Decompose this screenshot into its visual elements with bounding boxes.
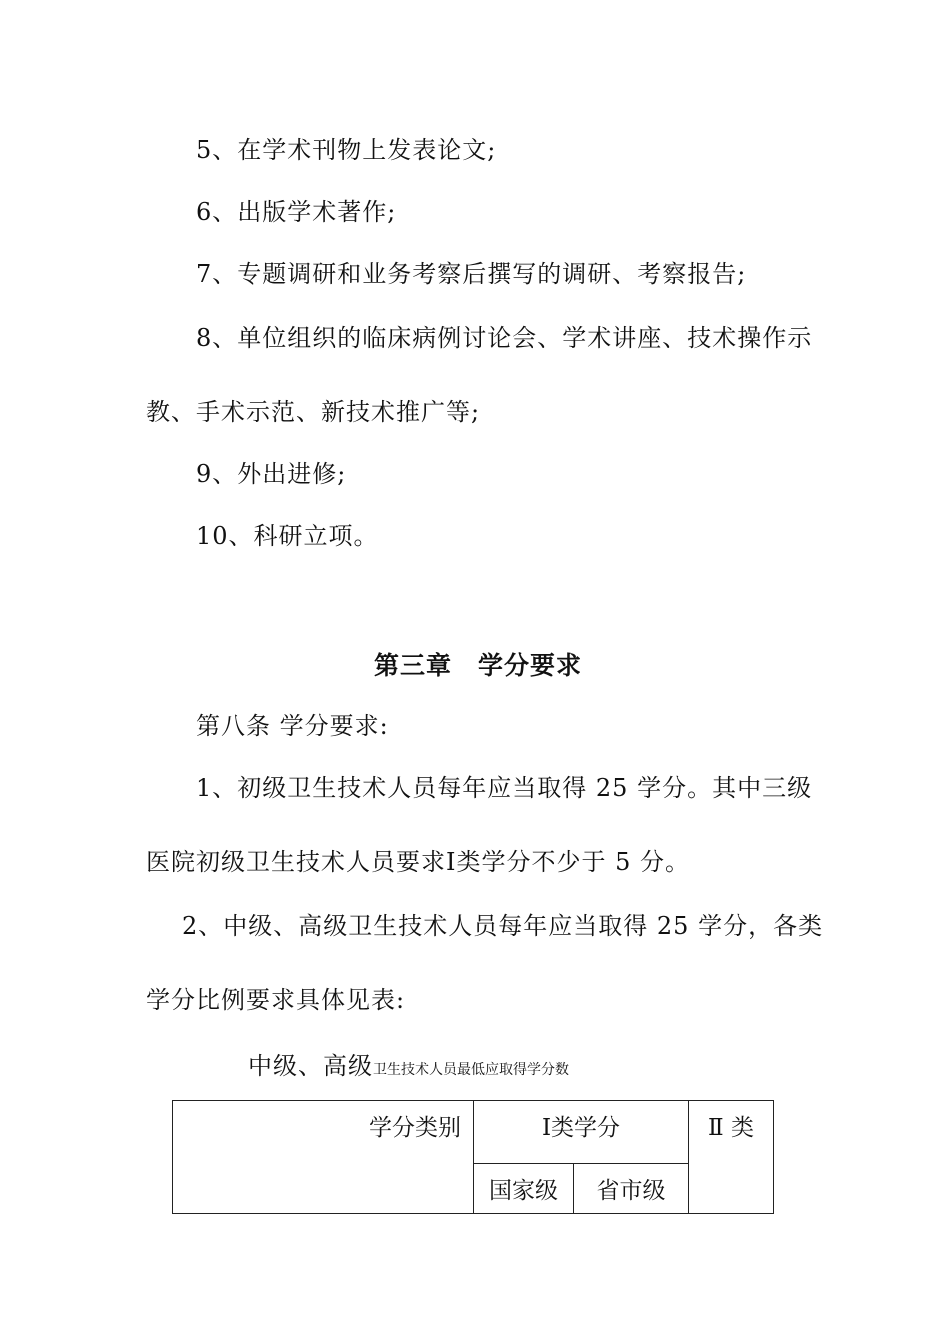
table-caption-small: 卫生技术人员最低应取得学分数: [373, 1062, 569, 1078]
table-row: [173, 1101, 774, 1164]
class-one-header-cell: [474, 1101, 689, 1164]
list-item-9: 9、外出进修;: [196, 460, 347, 488]
credits-table: [172, 1100, 774, 1214]
chapter-heading: 第三章 学分要求: [374, 651, 583, 680]
requirement-2-line-1: 2、中级、高级卫生技术人员每年应当取得 25 学分，各类: [182, 912, 824, 940]
article-heading: 第八条 学分要求:: [196, 712, 389, 740]
list-item-5: 5、在学术刊物上发表论文;: [196, 136, 497, 164]
class-one-header: Ⅰ类学分: [541, 1115, 621, 1141]
requirement-1-line-2: 医院初级卫生技术人员要求Ⅰ类学分不少于 5 分。: [146, 848, 691, 876]
provincial-level-header: 省市级: [574, 1164, 689, 1214]
list-item-7: 7、专题调研和业务考察后撰写的调研、考察报告;: [196, 260, 747, 288]
table-caption-large: 中级、高级: [248, 1052, 373, 1080]
credit-type-header-cell: [173, 1101, 474, 1214]
requirement-1-line-1: 1、初级卫生技术人员每年应当取得 25 学分。其中三级: [196, 774, 813, 802]
class-two-header-cell: [689, 1101, 774, 1214]
national-level-header: 国家级: [474, 1164, 574, 1214]
table-caption: [248, 1046, 569, 1081]
requirement-2-line-2: 学分比例要求具体见表:: [146, 986, 406, 1014]
credit-type-header: 学分类别: [369, 1115, 461, 1141]
list-item-8-continued: 教、手术示范、新技术推广等;: [146, 398, 481, 426]
list-item-8: 8、单位组织的临床病例讨论会、学术讲座、技术操作示: [196, 324, 813, 352]
list-item-10: 10、科研立项。: [196, 522, 379, 550]
class-two-header: Ⅱ 类: [708, 1115, 754, 1141]
list-item-6: 6、出版学术著作;: [196, 198, 397, 226]
